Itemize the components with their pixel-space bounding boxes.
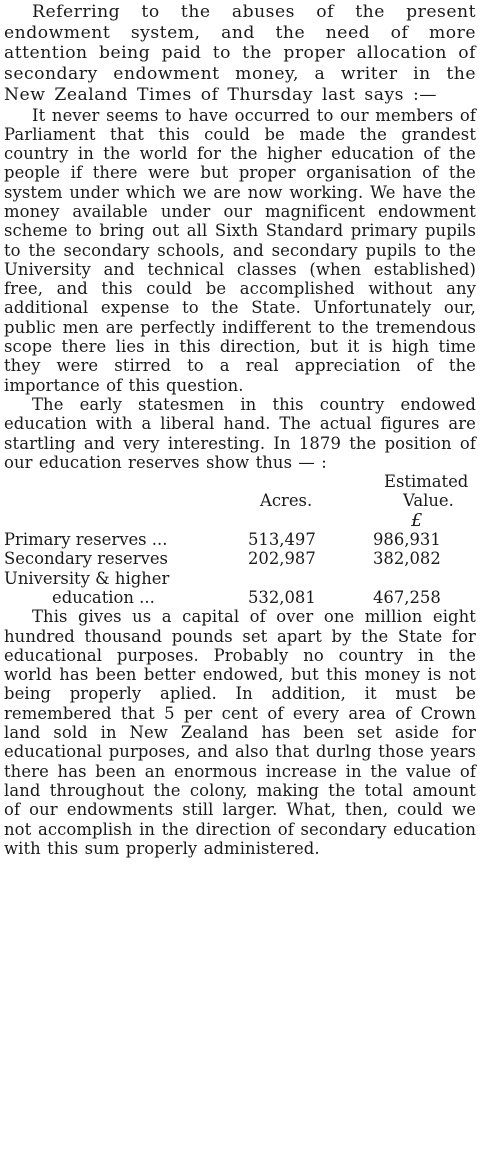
table-header-row-1 <box>4 472 476 491</box>
row-acres: 532,081 <box>248 587 316 607</box>
article-quote-paragraph-3: This gives us a capital of over one million eight hundred thousand pounds set apart by the State for educational purposes. Probably no country in the world has been better endowed, but this money is not being properly aplied. In addition, it must be remembered that 5 per cent of every area of Crown land sold in New Zealand has been set aside for educational purposes, and also that durlng those years there has been an enormous increase in the value of land throughout the colony, making the total amount of our endowments still larger. What, then, could we not accomplish in the direction of secondary education with this sum properly administered. <box>4 607 476 858</box>
row-label: Secondary reserves <box>4 549 168 569</box>
row-acres: 513,497 <box>248 530 316 550</box>
row-label: University & higher <box>4 568 170 588</box>
header-value: Value. <box>403 491 454 511</box>
row-label: Primary reserves ... <box>4 530 168 550</box>
education-reserves-table <box>4 472 476 607</box>
article-quote-paragraph-1: It never seems to have occurred to our members of Parliament that this could be made the grandest country in the world for the higher education of the people if there were but proper organisation of the system under which we are now working. We have the money available under our magnificent endowment scheme to bring out all Sixth Standard primary pupils to the secondary schools, and secondary pupils to the University and technical classes (when established) free, and this could be accomplished without any additional expense to the State. Unfortunately our, public men are perfectly indifferent to the tremendous scope there lies in this direction, but it is high time they were stirred to a real appreciation of the importance of this question. <box>4 105 476 395</box>
table-row <box>4 549 476 568</box>
header-estimated: Estimated <box>384 472 469 492</box>
article-quote-paragraph-2: The early statesmen in this country endowed education with a liberal hand. The actual figures are startling and very interesting. In 1879 the position of our education reserves show thus — : <box>4 394 476 472</box>
table-currency-row <box>4 511 476 530</box>
row-acres: 202,987 <box>248 549 316 569</box>
row-value: 382,082 <box>373 549 441 569</box>
table-row-continued <box>4 588 476 607</box>
header-acres: Acres. <box>260 491 313 511</box>
table-header-row-2 <box>4 491 476 510</box>
row-label-continued: education ... <box>52 587 155 607</box>
table-row <box>4 569 476 588</box>
row-value: 467,258 <box>373 587 441 607</box>
article-intro-paragraph: Referring to the abuses of the present endowment system, and the need of more attention being paid to the proper allocation of secondary endowment money, a writer in the New Zealand Times of Thursday last says :— <box>4 2 476 105</box>
row-value: 986,931 <box>373 530 441 550</box>
table-row <box>4 530 476 549</box>
pound-sign: £ <box>411 509 423 531</box>
